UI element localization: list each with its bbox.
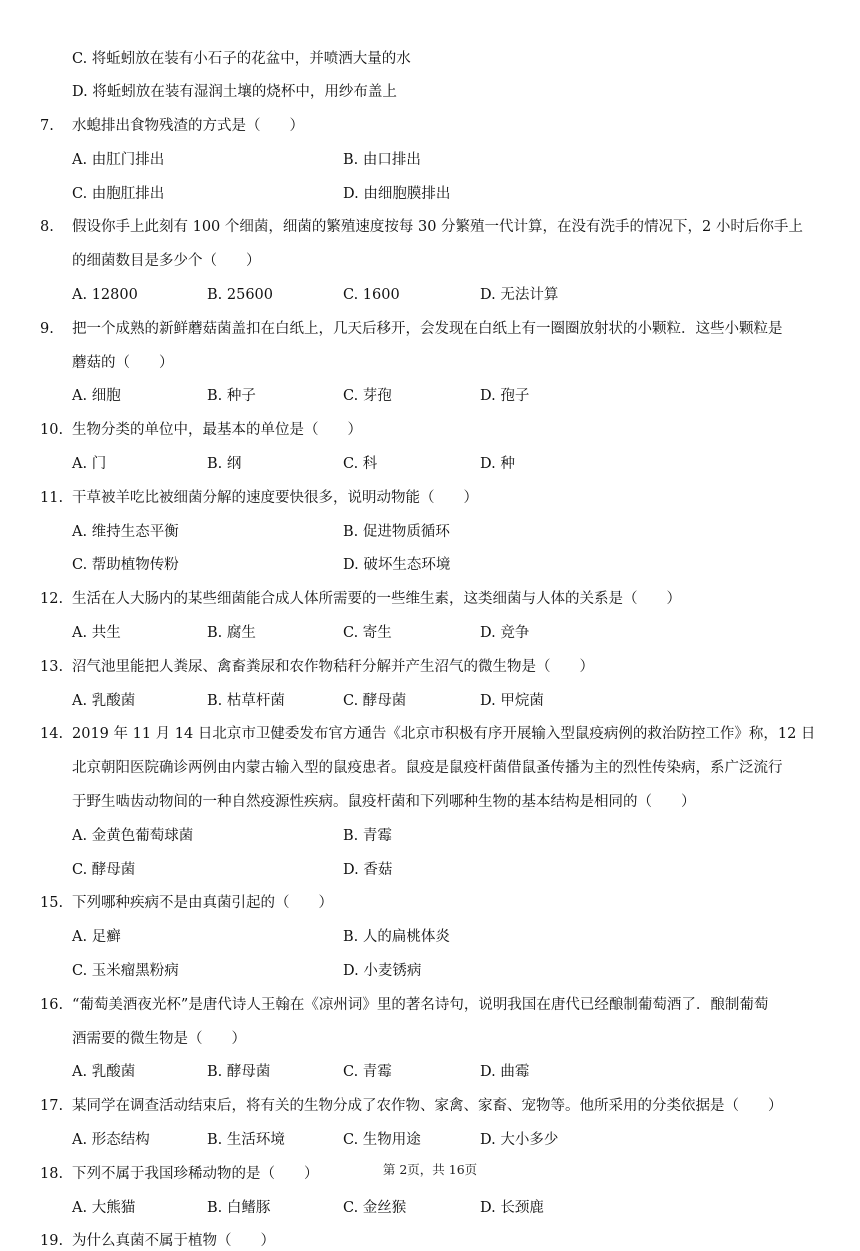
answer-option: D. 由细胞膜排出 <box>343 185 451 202</box>
answer-option: A. 维持生态平衡 <box>72 523 179 540</box>
question-stem: 把一个成熟的新鲜蘑菇菌盖扣在白纸上，几天后移开，会发现在白纸上有一圈圈放射状的小颗粒．这些小颗粒是 <box>72 320 783 337</box>
question-number: 11. <box>40 489 64 506</box>
question-number: 12. <box>40 591 64 608</box>
question-number: 14. <box>40 726 64 743</box>
answer-option: A. 门 <box>72 456 107 472</box>
question-stem: 水螅排出食物残渣的方式是（ ） <box>72 118 304 134</box>
answer-option: B. 由口排出 <box>343 151 421 168</box>
answer-option: D. 长颈鹿 <box>480 1199 544 1216</box>
answer-option: A. 共生 <box>72 625 121 641</box>
question-number: 9. <box>40 320 54 337</box>
question-stem: 生物分类的单位中，最基本的单位是（ ） <box>72 422 362 439</box>
question-number: 10. <box>40 422 64 439</box>
question-stem: 为什么真菌不属于植物（ ） <box>72 1233 275 1250</box>
answer-option: B. 生活环境 <box>207 1132 285 1148</box>
answer-option: A. 形态结构 <box>72 1132 150 1148</box>
question-number: 15. <box>40 895 64 912</box>
answer-option: D. 小麦锈病 <box>343 963 422 979</box>
question-stem: “葡萄美酒夜光杯”是唐代诗人王翰在《凉州词》里的著名诗句，说明我国在唐代已经酿制葡萄酒了．酿制葡萄 <box>72 996 769 1013</box>
answer-option: B. 人的扁桃体炎 <box>343 929 450 946</box>
question-stem: 蘑菇的（ ） <box>72 354 174 371</box>
answer-option: B. 纲 <box>207 456 242 472</box>
answer-option: B. 腐生 <box>207 625 256 641</box>
question-stem: 酒需要的微生物是（ ） <box>72 1030 246 1047</box>
question-stem: 于野生啮齿动物间的一种自然疫源性疾病。鼠疫杆菌和下列哪种生物的基本结构是相同的（ ） <box>72 794 696 810</box>
answer-option: B. 枯草杆菌 <box>207 692 285 709</box>
answer-option: A. 由肛门排出 <box>72 151 165 168</box>
answer-option: A. 大熊猫 <box>72 1199 136 1216</box>
answer-option: C. 酵母菌 <box>343 692 407 709</box>
answer-option: C. 寄生 <box>343 625 392 641</box>
question-number: 19. <box>40 1233 64 1250</box>
answer-option: D. 竞争 <box>480 625 530 641</box>
answer-option: D. 孢子 <box>480 388 530 405</box>
question-number: 18. <box>40 1165 64 1182</box>
answer-option: B. 酵母菌 <box>207 1064 271 1081</box>
answer-option: B. 种子 <box>207 388 256 405</box>
answer-option: D. 破坏生态环境 <box>343 557 451 574</box>
question-stem: 的细菌数目是多少个（ ） <box>72 253 261 270</box>
answer-option: D. 曲霉 <box>480 1064 530 1081</box>
page-footer: 第 2页，共 16页 <box>382 1162 478 1177</box>
question-stem: 某同学在调查活动结束后，将有关的生物分成了农作物、家禽、家畜、宠物等。他所采用的分类依据是（ ） <box>72 1098 783 1115</box>
answer-option: B. 促进物质循环 <box>343 523 450 540</box>
answer-option: A. 乳酸菌 <box>72 1064 136 1081</box>
option-c-prev: C. 将蚯蚓放在装有小石子的花盆中，并喷洒大量的水 <box>72 51 411 67</box>
question-stem: 下列哪种疾病不是由真菌引起的（ ） <box>72 895 333 912</box>
answer-option: D. 种 <box>480 456 515 472</box>
question-number: 8. <box>40 219 54 236</box>
question-stem: 假设你手上此刻有 100 个细菌，细菌的繁殖速度按每 30 分繁殖一代计算，在没有洗手的情况下，2 小时后你手上 <box>72 219 803 236</box>
answer-option: A. 12800 <box>72 287 138 303</box>
answer-option: C. 金丝猴 <box>343 1199 407 1216</box>
answer-option: A. 金黄色葡萄球菌 <box>72 827 194 844</box>
question-stem: 干草被羊吃比被细菌分解的速度要快很多，说明动物能（ ） <box>72 489 478 506</box>
question-stem: 北京朝阳医院确诊两例由内蒙古输入型的鼠疫患者。鼠疫是鼠疫杆菌借鼠蚤传播为主的烈性传染病，系广泛流行 <box>72 760 783 777</box>
answer-option: A. 细胞 <box>72 388 121 405</box>
answer-option: C. 帮助植物传粉 <box>72 557 179 574</box>
answer-option: B. 白鳍豚 <box>207 1199 271 1216</box>
answer-option: C. 生物用途 <box>343 1132 421 1148</box>
answer-option: D. 香菇 <box>343 861 393 878</box>
question-number: 17. <box>40 1098 64 1115</box>
answer-option: C. 科 <box>343 456 378 472</box>
question-number: 13. <box>40 658 64 675</box>
answer-option: C. 青霉 <box>343 1064 392 1081</box>
answer-option: C. 1600 <box>343 287 400 303</box>
question-stem: 2019 年 11 月 14 日北京市卫健委发布官方通告《北京市积极有序开展输入型鼠疫病例的救治防控工作》称，12 日 <box>72 726 816 743</box>
answer-option: C. 酵母菌 <box>72 861 136 878</box>
option-d-prev: D. 将蚯蚓放在装有湿润土壤的烧杯中，用纱布盖上 <box>72 84 397 100</box>
answer-option: B. 青霉 <box>343 827 392 844</box>
answer-option: D. 甲烷菌 <box>480 692 544 709</box>
question-stem: 生活在人大肠内的某些细菌能合成人体所需要的一些维生素，这类细菌与人体的关系是（ ） <box>72 591 681 608</box>
answer-option: C. 由胞肛排出 <box>72 185 165 202</box>
answer-option: A. 足癣 <box>72 929 121 946</box>
answer-option: C. 芽孢 <box>343 388 392 405</box>
answer-option: A. 乳酸菌 <box>72 692 136 709</box>
question-stem: 沼气池里能把人粪尿、禽畜粪尿和农作物秸秆分解并产生沼气的微生物是（ ） <box>72 658 594 675</box>
question-stem: 下列不属于我国珍稀动物的是（ ） <box>72 1165 319 1182</box>
answer-option: B. 25600 <box>207 287 274 303</box>
question-number: 16. <box>40 996 64 1013</box>
answer-option: D. 无法计算 <box>480 287 559 303</box>
question-number: 7. <box>40 118 54 134</box>
answer-option: C. 玉米瘤黑粉病 <box>72 963 179 979</box>
answer-option: D. 大小多少 <box>480 1132 559 1148</box>
